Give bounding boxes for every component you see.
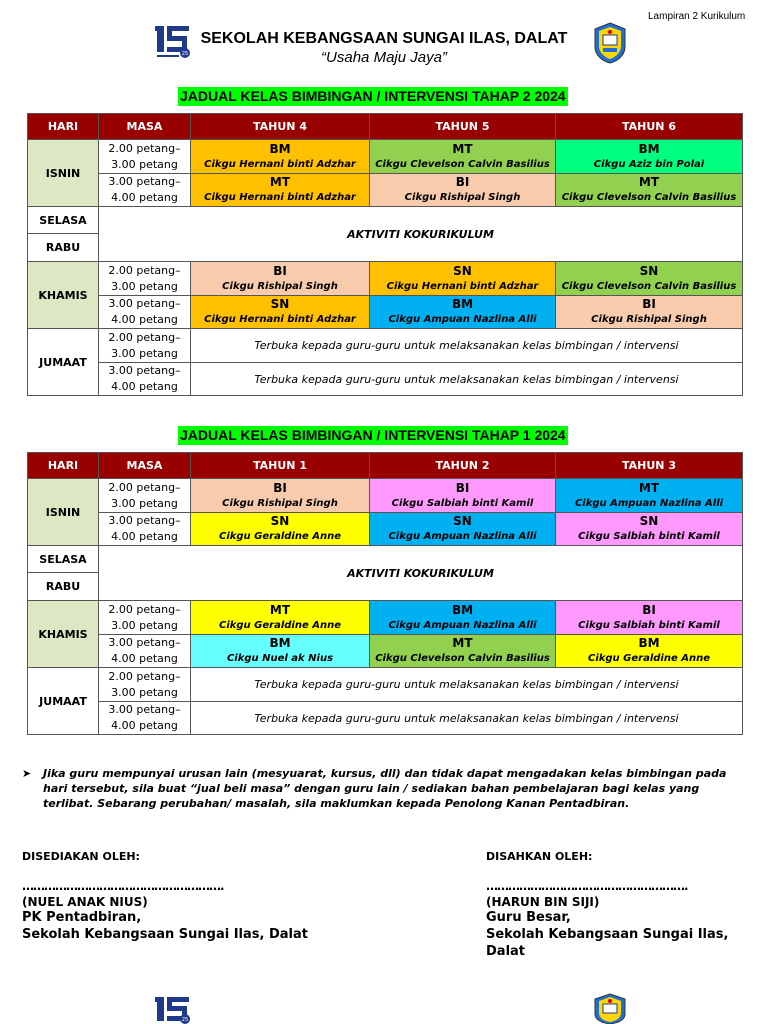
table-row [28, 546, 743, 573]
time-slot: 3.00 petang– 4.00 petang [99, 513, 191, 546]
class-cell: BI Cikgu Salbiah binti Kamil [556, 601, 743, 635]
time-slot: 3.00 petang– 4.00 petang [99, 174, 191, 207]
class-cell: SN Cikgu Hernani binti Adzhar [191, 296, 370, 329]
tahap2-table [27, 113, 743, 396]
tahap1-table [27, 452, 743, 735]
school-crest-logo-footer [592, 992, 628, 1024]
class-cell: BM Cikgu Ampuan Nazlina Alli [370, 296, 556, 329]
open-slot-cell: Terbuka kepada guru-guru untuk melaksanakan kelas bimbingan / intervensi [191, 702, 743, 735]
table-row [28, 635, 743, 668]
class-cell: MT Cikgu Geraldine Anne [191, 601, 370, 635]
tahap2-title: JADUAL KELAS BIMBINGAN / INTERVENSI TAHAP 2 2024 [180, 88, 566, 104]
col-masa: MASA [99, 453, 191, 479]
class-cell: BI Cikgu Rishipal Singh [191, 262, 370, 296]
open-slot-cell: Terbuka kepada guru-guru untuk melaksanakan kelas bimbingan / intervensi [191, 668, 743, 702]
school-motto: “Usaha Maju Jaya” [321, 49, 447, 66]
class-cell: MT Cikgu Clevelson Calvin Basilius [556, 174, 743, 207]
day-rabu: RABU [28, 234, 99, 262]
approved-position: Guru Besar, [486, 910, 571, 925]
signature-approved [486, 850, 768, 960]
day-selasa: SELASA [28, 207, 99, 234]
class-cell: MT Cikgu Ampuan Nazlina Alli [556, 479, 743, 513]
table-row [28, 140, 743, 174]
class-cell: SN Cikgu Salbiah binti Kamil [556, 513, 743, 546]
class-cell: MT Cikgu Clevelson Calvin Basilius [370, 140, 556, 174]
logo-25-text: 25 [181, 51, 189, 57]
col-hari: HARI [28, 114, 99, 140]
class-cell: SN Cikgu Ampuan Nazlina Alli [370, 513, 556, 546]
col-tahun6: TAHUN 6 [556, 114, 743, 140]
open-slot-cell: Terbuka kepada guru-guru untuk melaksanakan kelas bimbingan / intervensi [191, 363, 743, 396]
class-cell: SN Cikgu Hernani binti Adzhar [370, 262, 556, 296]
signature-line: ………………………………………………. [22, 879, 224, 893]
time-slot: 2.00 petang– 3.00 petang [99, 668, 191, 702]
class-cell: BM Cikgu Nuel ak Nius [191, 635, 370, 668]
signature-line: ………………………………………………. [486, 879, 688, 893]
time-slot: 3.00 petang– 4.00 petang [99, 702, 191, 735]
arrow-bullet-icon: ➤ [22, 767, 32, 780]
time-slot: 2.00 petang– 3.00 petang [99, 479, 191, 513]
signature-prepared [22, 850, 308, 943]
day-isnin: ISNIN [28, 479, 99, 546]
day-jumaat: JUMAAT [28, 329, 99, 396]
time-slot: 2.00 petang– 3.00 petang [99, 140, 191, 174]
school-25-logo-footer [155, 993, 191, 1024]
day-jumaat: JUMAAT [28, 668, 99, 735]
col-tahun5: TAHUN 5 [370, 114, 556, 140]
col-tahun2: TAHUN 2 [370, 453, 556, 479]
time-slot: 2.00 petang– 3.00 petang [99, 329, 191, 363]
approved-name: (HARUN BIN SIJI) [486, 895, 600, 909]
table-header-row [28, 114, 743, 140]
class-cell: BI Cikgu Rishipal Singh [370, 174, 556, 207]
time-slot: 3.00 petang– 4.00 petang [99, 363, 191, 396]
kokurikulum-cell: AKTIVITI KOKURIKULUM [99, 546, 743, 601]
approved-label: DISAHKAN OLEH: [486, 850, 593, 863]
day-selasa: SELASA [28, 546, 99, 573]
class-cell: SN Cikgu Clevelson Calvin Basilius [556, 262, 743, 296]
prepared-school: Sekolah Kebangsaan Sungai Ilas, Dalat [22, 927, 308, 942]
time-slot: 3.00 petang– 4.00 petang [99, 635, 191, 668]
day-khamis: KHAMIS [28, 262, 99, 329]
class-cell: BM Cikgu Geraldine Anne [556, 635, 743, 668]
class-cell: BI Cikgu Rishipal Singh [191, 479, 370, 513]
table-header-row [28, 453, 743, 479]
table-row [28, 479, 743, 513]
time-slot: 2.00 petang– 3.00 petang [99, 262, 191, 296]
col-masa: MASA [99, 114, 191, 140]
logo-25-text-footer: 25 [181, 1017, 189, 1023]
table-row [28, 296, 743, 329]
kokurikulum-cell: AKTIVITI KOKURIKULUM [99, 207, 743, 262]
note-paragraph [22, 766, 742, 811]
class-cell: SN Cikgu Geraldine Anne [191, 513, 370, 546]
time-slot: 2.00 petang– 3.00 petang [99, 601, 191, 635]
col-hari: HARI [28, 453, 99, 479]
day-khamis: KHAMIS [28, 601, 99, 668]
prepared-label: DISEDIAKAN OLEH: [22, 850, 140, 863]
class-cell: MT Cikgu Clevelson Calvin Basilius [370, 635, 556, 668]
open-slot-cell: Terbuka kepada guru-guru untuk melaksanakan kelas bimbingan / intervensi [191, 329, 743, 363]
table-row [28, 174, 743, 207]
class-cell: MT Cikgu Hernani binti Adzhar [191, 174, 370, 207]
class-cell: BI Cikgu Rishipal Singh [556, 296, 743, 329]
day-isnin: ISNIN [28, 140, 99, 207]
lampiran-label: Lampiran 2 Kurikulum [648, 11, 746, 22]
school-name: SEKOLAH KEBANGSAAN SUNGAI ILAS, DALAT [200, 30, 568, 47]
tahap1-title: JADUAL KELAS BIMBINGAN / INTERVENSI TAHAP 1 2024 [180, 427, 566, 443]
class-cell: BM Cikgu Aziz bin Polai [556, 140, 743, 174]
class-cell: BI Cikgu Salbiah binti Kamil [370, 479, 556, 513]
col-tahun1: TAHUN 1 [191, 453, 370, 479]
table-row [28, 363, 743, 396]
col-tahun3: TAHUN 3 [556, 453, 743, 479]
prepared-position: PK Pentadbiran, [22, 910, 142, 925]
table-row [28, 601, 743, 635]
table-row [28, 668, 743, 702]
col-tahun4: TAHUN 4 [191, 114, 370, 140]
table-row [28, 262, 743, 296]
table-row [28, 207, 743, 234]
time-slot: 3.00 petang– 4.00 petang [99, 296, 191, 329]
table-row [28, 702, 743, 735]
table-row [28, 513, 743, 546]
table-row [28, 329, 743, 363]
day-rabu: RABU [28, 573, 99, 601]
class-cell: BM Cikgu Ampuan Nazlina Alli [370, 601, 556, 635]
approved-school: Sekolah Kebangsaan Sungai Ilas, Dalat [486, 927, 729, 959]
note-text: Jika guru mempunyai urusan lain (mesyuarat, kursus, dll) dan tidak dapat mengadakan kelas bimbingan pada hari tersebut, sila buat “jual beli masa” dengan guru lain / sediakan bahan pembelajaran bagi kelas yang terlibat. Sebarang perubahan/ masalah, sila maklumkan kepada Penolong Kanan Pentadbiran. [43, 767, 727, 810]
class-cell: BM Cikgu Hernani binti Adzhar [191, 140, 370, 174]
prepared-name: (NUEL ANAK NIUS) [22, 895, 148, 909]
